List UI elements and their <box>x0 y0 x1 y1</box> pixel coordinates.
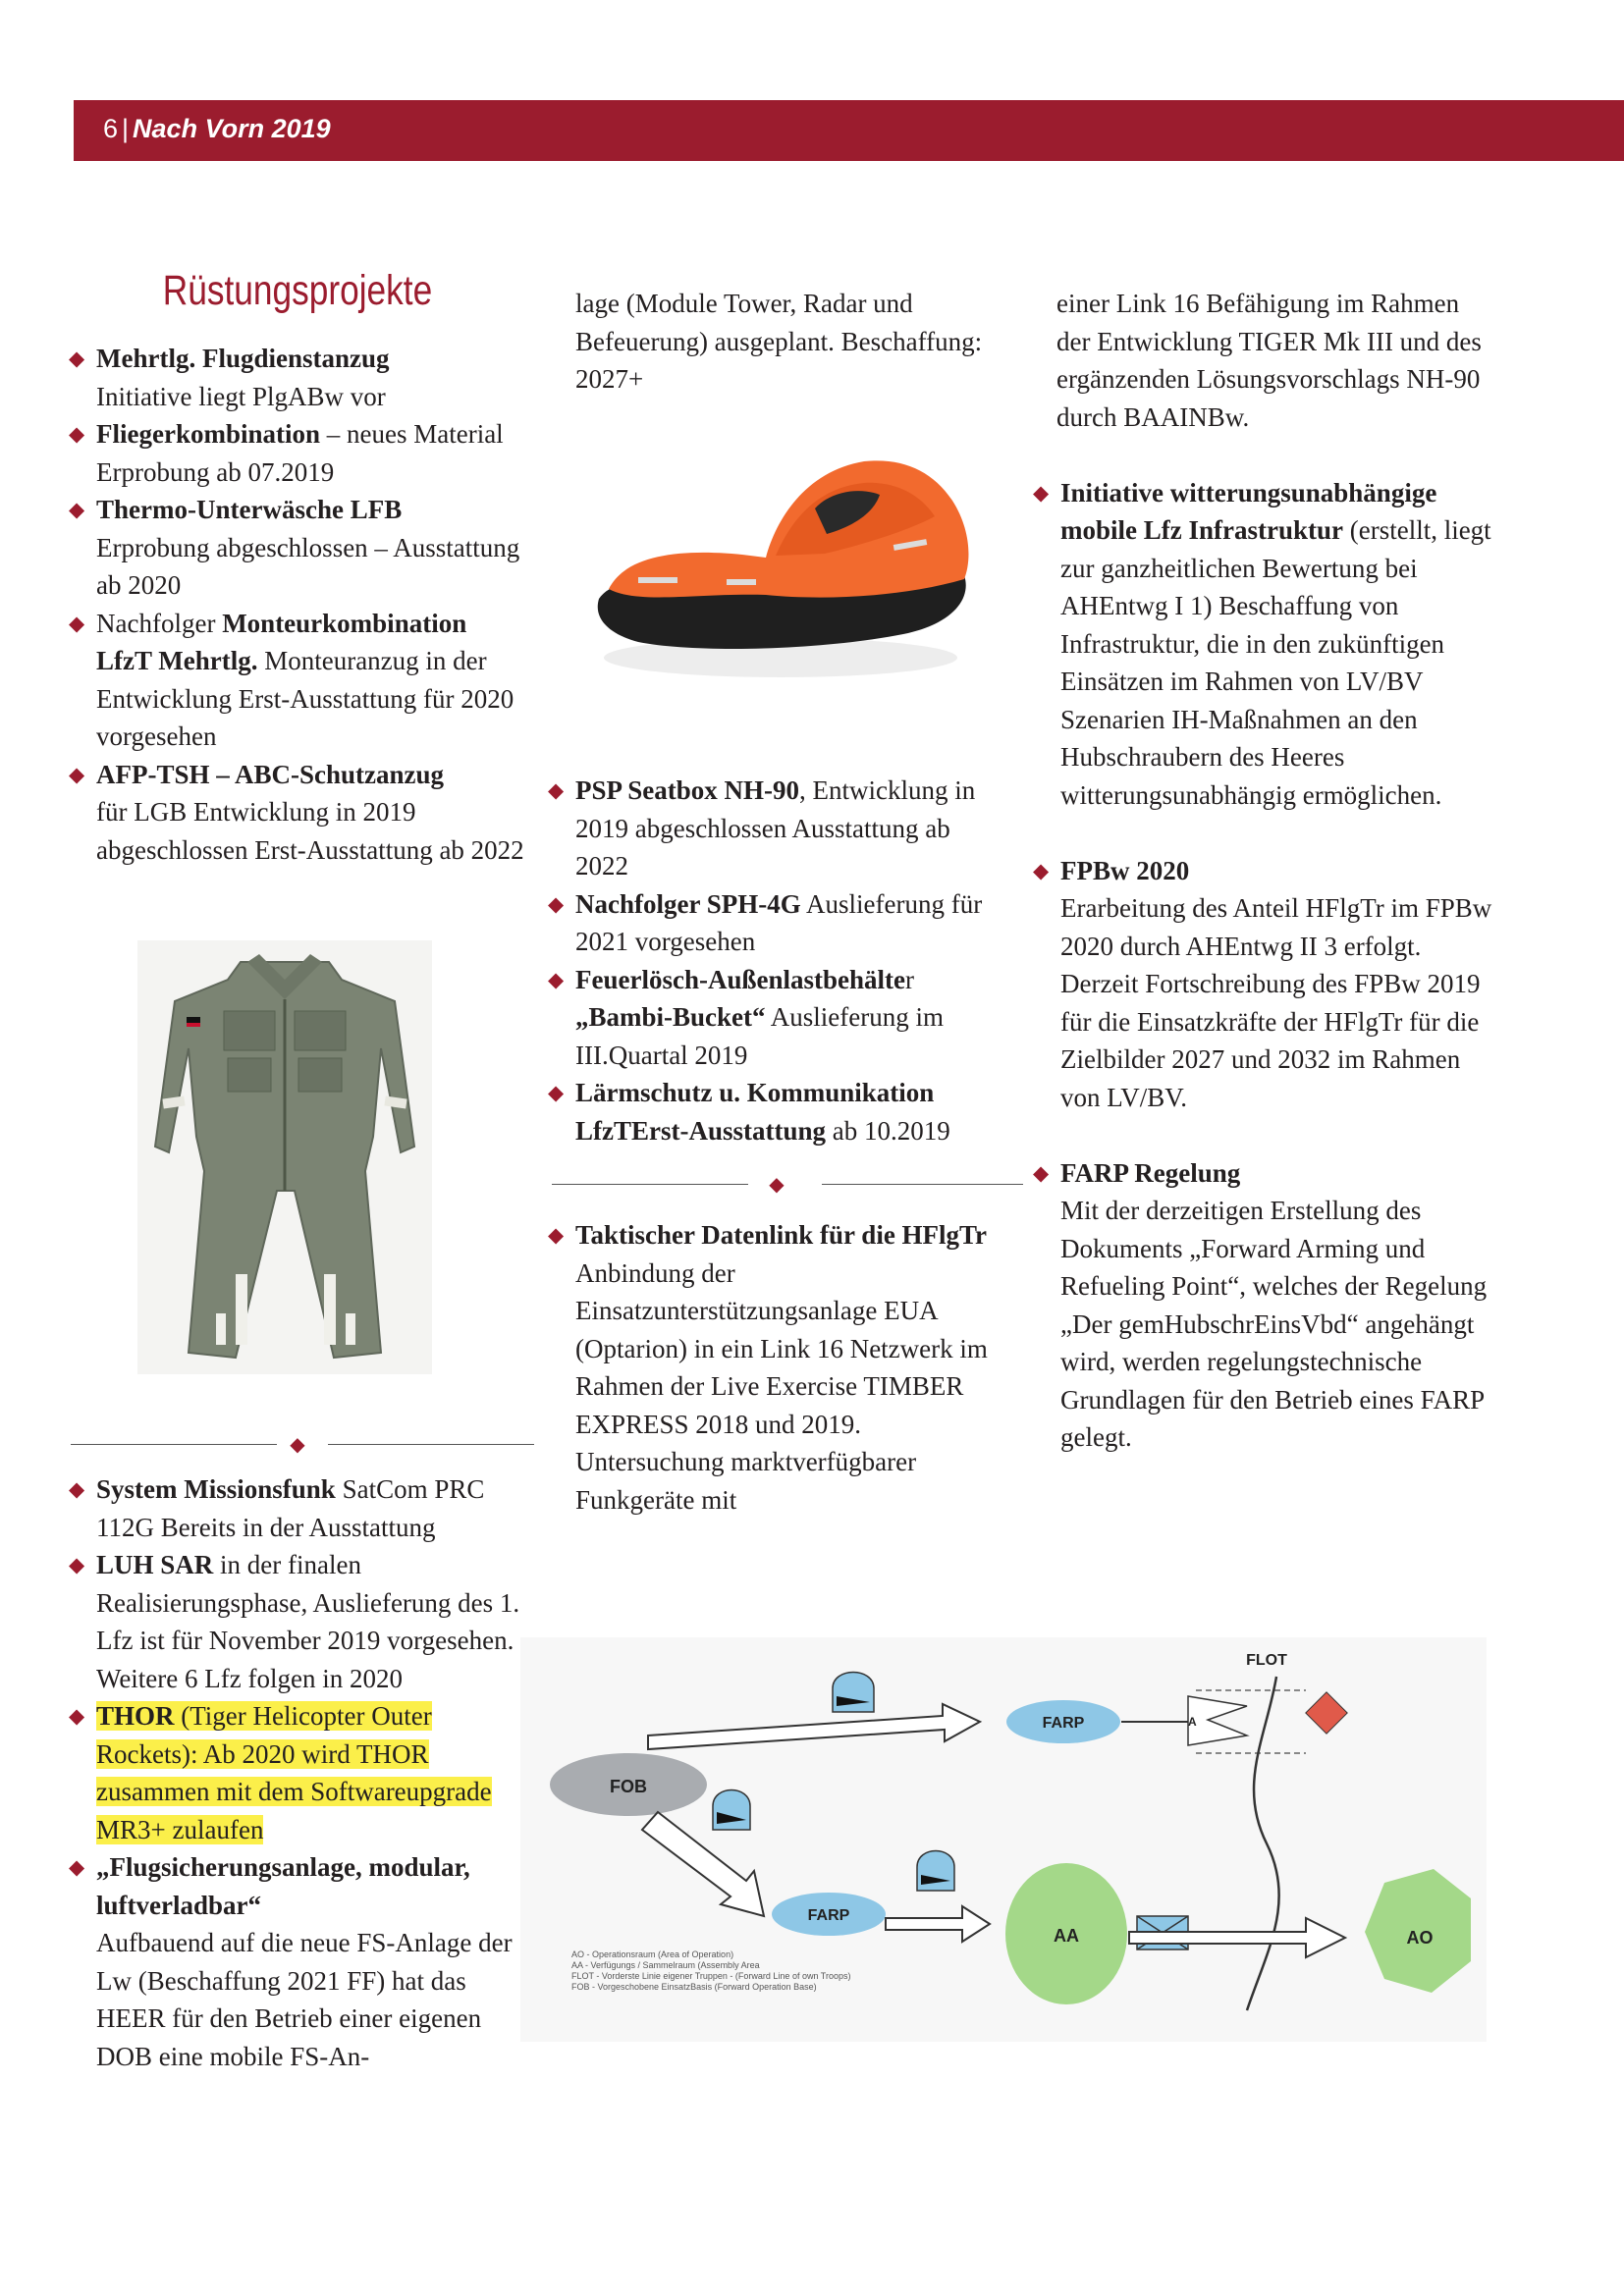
helicopter-marker-icon <box>713 1790 750 1831</box>
header-banner <box>74 100 1624 161</box>
list-item <box>546 1074 1007 1149</box>
list-item <box>67 756 528 870</box>
diamond-bullet-icon: ◆ <box>548 1223 565 1247</box>
column-1-lower <box>67 1419 528 2075</box>
item-text: Monteuranzug in der Entwicklung Erst-Ausstattung für 2020 vorgesehen <box>96 646 514 751</box>
item-prefix: Nachfolger <box>96 608 223 638</box>
item-title: Thermo-Unterwäsche LFB <box>96 495 403 524</box>
diamond-bullet-icon: ◆ <box>69 347 85 370</box>
item-text: Aufbauend auf die neue FS-Anlage der Lw (Beschaffung 2021 FF) hat das HEER für den Betrieb einer eigenen DOB eine mobile FS-An- <box>96 1928 513 2071</box>
page-number: 6 <box>103 114 119 143</box>
section-title: Rüstungsprojekte <box>162 267 433 314</box>
item-text: in der finalen Realisierungsphase, Auslieferung des 1. Lfz ist für November 2019 vorgesehen. Weitere 6 Lfz folgen in 2020 <box>96 1550 520 1693</box>
item-text: (erstellt, liegt zur ganzheitlichen Bewertung bei AHEntwg I 1) Beschaffung von Infrastruktur, die in den zukünftigen Einsätzen im Rahmen von LV/BV Szenarien IH-Maßnahmen an den Hubschraubern des Heeres witterungsunabhängig ermöglichen. <box>1060 515 1491 810</box>
list-item <box>67 1697 528 1848</box>
item-title: Nachfolger SPH-4G <box>575 888 801 919</box>
continuation-text: lage (Module Tower, Radar und Befeuerung) ausgeplant. Beschaffung: 2027+ <box>575 289 983 394</box>
publication-title: Nach Vorn 2019 <box>133 114 331 143</box>
helicopter-marker-icon <box>833 1673 874 1713</box>
item-text: ab 10.2019 <box>826 1115 950 1146</box>
item-title: LUH SAR <box>96 1550 214 1579</box>
list-item <box>546 961 1007 1075</box>
list-item <box>67 340 528 415</box>
ao-label: AO <box>1406 1928 1434 1948</box>
item-title: FARP Regelung <box>1060 1157 1241 1188</box>
farp-label-1: FARP <box>1042 1715 1085 1732</box>
header-text <box>103 114 331 144</box>
aa-label: AA <box>1054 1926 1079 1946</box>
item-title: AFP-TSH – ABC-Schutzanzug <box>96 759 445 789</box>
item-text: r <box>904 964 914 994</box>
farp-label-2: FARP <box>807 1907 850 1924</box>
column-2-lower <box>546 772 1007 1519</box>
list-item <box>546 1216 1007 1519</box>
item-text: – neues Material Erprobung ab 07.2019 <box>96 419 504 487</box>
item-text: Mit der derzeitigen Erstellung des Dokuments „Forward Arming und Refueling Point“, welches der Regelung „Der gemHubschrEinsVbd“ angehängt wird, werden regelungstechnische Grundlagen für den Betrieb eines FARP gelegt. <box>1060 1196 1488 1452</box>
diamond-bullet-icon: ◆ <box>69 611 85 635</box>
list-item <box>546 772 1007 885</box>
flight-suit-photo <box>137 940 432 1374</box>
item-title: Feuerlösch-Außenlastbehälte <box>575 964 905 994</box>
column-1 <box>67 265 528 869</box>
item-text: für LGB Entwicklung in 2019 abgeschlossen Erst-Ausstattung ab 2022 <box>96 797 524 865</box>
item-text: Anbindung der Einsatzunterstützungsanlage EUA (Optarion) in ein Link 16 Netzwerk im Rahmen der Live Exercise TIMBER EXPRESS 2018 und 2019. Untersuchung marktverfügbarer Funkgeräte mit <box>575 1257 988 1515</box>
diamond-bullet-icon: ◆ <box>69 762 85 786</box>
list-item <box>67 415 528 491</box>
item-text: Erprobung abgeschlossen – Ausstattung ab 2020 <box>96 532 520 600</box>
seatbox-raft-photo <box>579 432 982 746</box>
list-item <box>1031 474 1492 815</box>
list-item <box>1031 852 1492 1117</box>
item-title: Taktischer Datenlink für die HFlgTr <box>575 1220 988 1250</box>
diamond-bullet-icon: ◆ <box>1033 1160 1050 1185</box>
column-3 <box>1031 285 1492 1457</box>
section-divider <box>546 1173 1007 1197</box>
list-item <box>1031 1154 1492 1457</box>
diamond-bullet-icon: ◆ <box>69 1704 85 1728</box>
diamond-bullet-icon: ◆ <box>548 778 565 802</box>
diamond-bullet-icon: ◆ <box>548 967 565 991</box>
diamond-divider-icon: ◆ <box>769 1174 785 1196</box>
list-item <box>67 605 528 756</box>
diamond-divider-icon: ◆ <box>290 1434 305 1456</box>
item-title: System Missionsfunk <box>96 1474 336 1504</box>
legend-line: FOB - Vorgeschobene EinsatzBasis (Forward Operation Base) <box>571 1982 817 1992</box>
flot-label: FLOT <box>1246 1652 1287 1669</box>
legend-line: FLOT - Vorderste Linie eigener Truppen - (Forward Line of own Troops) <box>571 1971 851 1981</box>
diamond-bullet-icon: ◆ <box>548 1081 565 1104</box>
item-title: Mehrtlg. Flugdienstanzug <box>96 344 390 373</box>
diamond-bullet-icon: ◆ <box>69 1477 85 1501</box>
column-2 <box>546 285 1007 399</box>
list-item <box>67 491 528 605</box>
item-text: Auslieferung im III.Quartal 2019 <box>575 1002 944 1070</box>
header-separator: | <box>122 114 130 143</box>
item-text: , Entwicklung in 2019 abgeschlossen Ausstattung ab 2022 <box>575 775 976 881</box>
diamond-bullet-icon: ◆ <box>69 498 85 521</box>
list-item <box>67 1546 528 1697</box>
item-title: Monteurkombination LfzT Mehrtlg. <box>96 608 467 675</box>
item-text: SatCom PRC 112G Bereits in der Ausstattung <box>96 1474 485 1542</box>
list-item <box>67 1470 528 1546</box>
fob-label: FOB <box>610 1777 647 1796</box>
item-title: „Flugsicherungsanlage, modular, luftverladbar“ <box>96 1852 470 1920</box>
diamond-bullet-icon: ◆ <box>1033 858 1050 882</box>
helicopter-marker-icon <box>917 1851 954 1892</box>
svg-text:A: A <box>1188 1715 1197 1729</box>
diamond-bullet-icon: ◆ <box>548 891 565 916</box>
item-text: (Tiger Helicopter Outer Rockets): Ab 2020 wird THOR zusammen mit dem Softwareupgrade MR3+ zulaufen <box>96 1701 492 1844</box>
item-text: Erarbeitung des Anteil HFlgTr im FPBw 2020 durch AHEntwg II 3 erfolgt. Derzeit Fortschreibung des FPBw 2019 für die Einsatzkräfte der HFlgTr für die Zielbilder 2027 und 2032 im Rahmen von LV/BV. <box>1060 893 1492 1112</box>
list-item <box>546 885 1007 961</box>
item-text: Initiative liegt PlgABw vor <box>96 381 386 411</box>
diamond-bullet-icon: ◆ <box>69 422 85 446</box>
section-divider <box>67 1433 528 1457</box>
legend-line: AO - Operationsraum (Area of Operation) <box>571 1949 734 1959</box>
diamond-bullet-icon: ◆ <box>69 1553 85 1576</box>
item-title: THOR <box>96 1701 175 1731</box>
item-title: FPBw 2020 <box>1060 855 1190 885</box>
continuation-text: einer Link 16 Befähigung im Rahmen der Entwicklung TIGER Mk III und des ergänzenden Lösungsvorschlags NH-90 durch BAAINBw. <box>1056 289 1482 432</box>
legend-line: AA - Verfügungs / Sammelraum (Assembly Area <box>571 1960 760 1970</box>
item-text: Auslieferung für 2021 vorgesehen <box>575 888 983 956</box>
diamond-bullet-icon: ◆ <box>69 1855 85 1879</box>
diamond-bullet-icon: ◆ <box>1033 480 1050 505</box>
item-title: PSP Seatbox NH-90 <box>575 775 800 805</box>
farp-diagram <box>520 1637 1487 2042</box>
list-item <box>67 1848 528 2075</box>
item-title: Lärmschutz u. Kommunikation LfzTErst-Ausstattung <box>575 1078 935 1146</box>
item-title: „Bambi-Bucket“ <box>575 1002 766 1032</box>
item-title: Fliegerkombination <box>96 419 320 449</box>
item-title: Initiative witterungsunabhängige mobile Lfz Infrastruktur <box>1060 477 1437 545</box>
